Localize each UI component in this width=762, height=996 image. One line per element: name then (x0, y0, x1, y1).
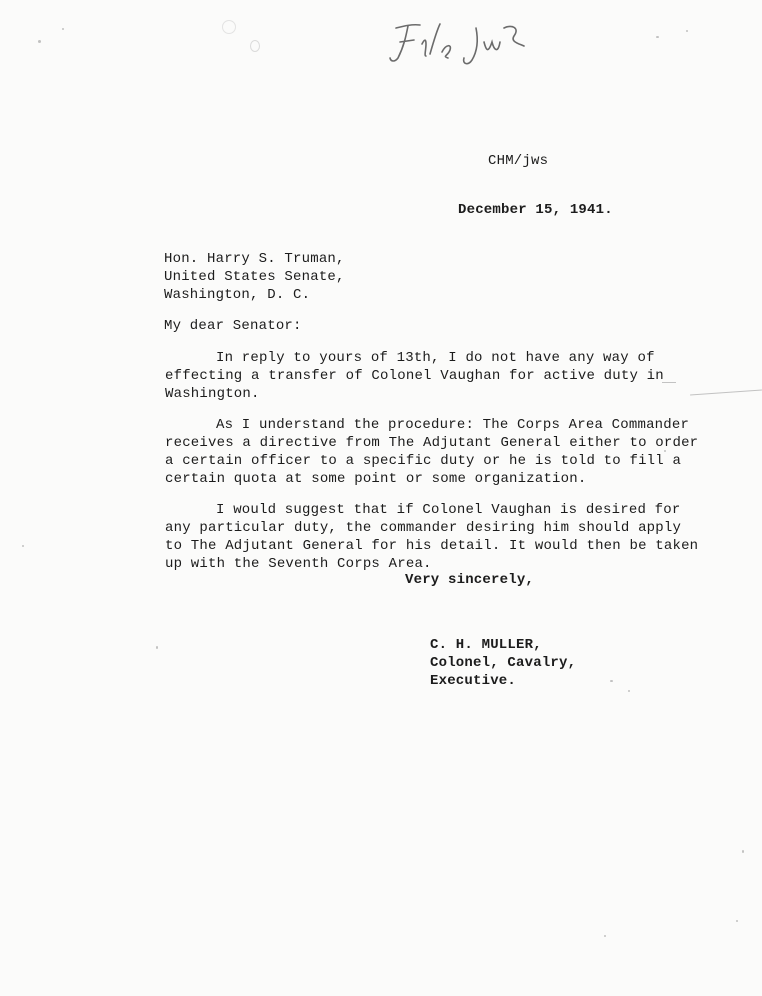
paper-speck (38, 40, 41, 43)
salutation: My dear Senator: (164, 318, 302, 334)
body-line: I would suggest that if Colonel Vaughan is desired for (216, 502, 681, 518)
body-line: to The Adjutant General for his detail. It would then be taken (165, 538, 699, 554)
body-line: a certain officer to a specific duty or he is told to fill a (165, 453, 682, 469)
margin-scratch (690, 389, 762, 395)
paper-speck (22, 545, 24, 547)
recipient-line: Hon. Harry S. Truman, (164, 251, 345, 267)
body-line: As I understand the procedure: The Corps Area Commander (216, 417, 690, 433)
recipient-line: Washington, D. C. (164, 287, 311, 303)
paper-speck (604, 935, 606, 937)
paper-speck (222, 20, 236, 34)
paper-speck (628, 690, 630, 692)
paper-speck (742, 850, 744, 853)
margin-scratch (662, 382, 676, 383)
body-line: Washington. (165, 386, 260, 402)
signature-line: C. H. MULLER, (430, 637, 542, 653)
body-line: any particular duty, the commander desiring him should apply (165, 520, 682, 536)
body-line: In reply to yours of 13th, I do not have any way of (216, 350, 655, 366)
paper-speck (156, 646, 158, 649)
recipient-line: United States Senate, (164, 269, 345, 285)
handwritten-note (382, 14, 542, 70)
signature-line: Executive. (430, 673, 517, 689)
body-line: receives a directive from The Adjutant General either to order (165, 435, 699, 451)
paper-speck (250, 40, 260, 52)
paper-speck (62, 28, 64, 30)
paper-speck (736, 920, 738, 922)
letter-date: December 15, 1941. (458, 202, 613, 218)
signature-line: Colonel, Cavalry, (430, 655, 577, 671)
closing: Very sincerely, (405, 572, 535, 588)
paper-speck (686, 30, 688, 32)
reference-initials: CHM/jws (488, 153, 549, 169)
paper-speck (610, 680, 613, 682)
body-line: effecting a transfer of Colonel Vaughan for active duty in (165, 368, 664, 384)
body-line: up with the Seventh Corps Area. (165, 556, 432, 572)
paper-speck (656, 36, 659, 38)
body-line: certain quota at some point or some organization. (165, 471, 587, 487)
